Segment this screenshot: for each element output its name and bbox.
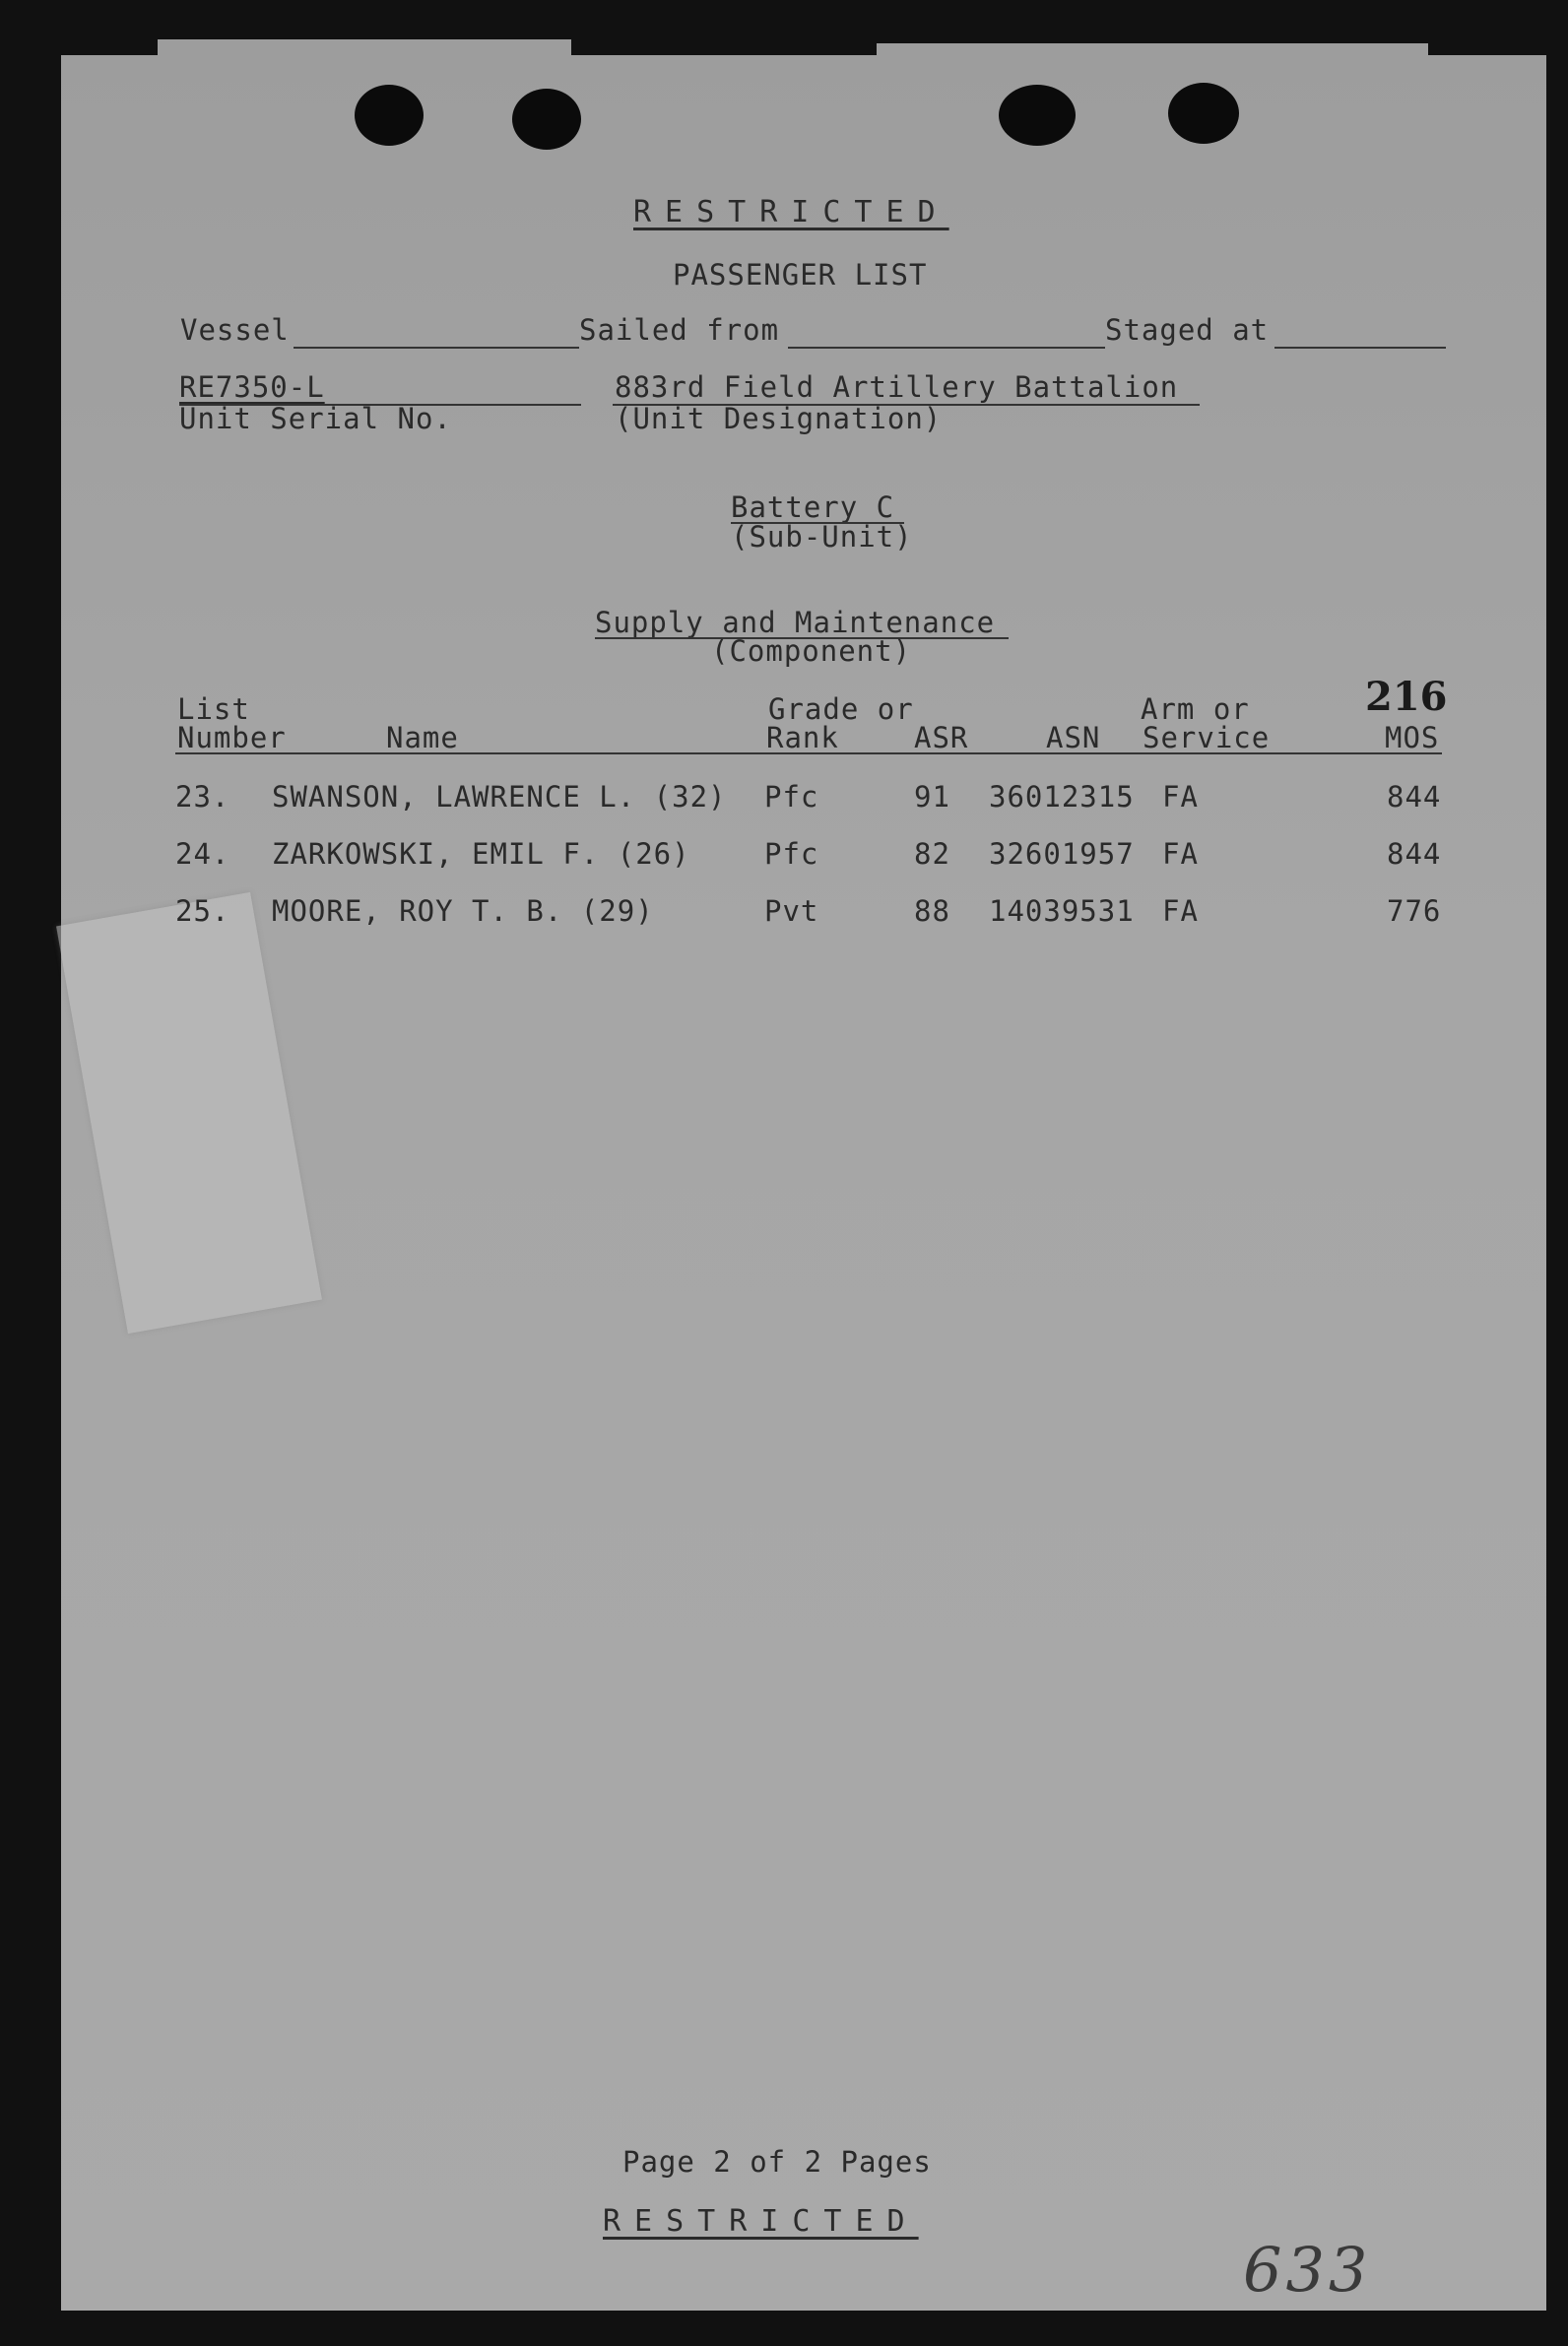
row-arm: FA	[1162, 780, 1199, 814]
header-asr: ASR	[914, 721, 969, 754]
header-list: List	[177, 692, 250, 726]
table-row	[0, 894, 1568, 934]
stamp-number: 216	[1365, 674, 1448, 720]
row-mos: 844	[1387, 837, 1442, 871]
punch-hole	[1168, 83, 1239, 144]
header-service: Service	[1143, 721, 1271, 754]
sub-unit-label: (Sub-Unit)	[731, 520, 913, 554]
paper-tab-left	[158, 39, 571, 59]
unit-serial-value: RE7350-L	[179, 370, 325, 404]
punch-hole	[355, 85, 424, 146]
header-rule	[175, 752, 1442, 754]
unit-designation-value: 883rd Field Artillery Battalion	[615, 370, 1179, 404]
row-number: 24.	[175, 837, 230, 871]
paper-tab-middle	[877, 43, 1428, 59]
table-row	[0, 780, 1568, 819]
row-number: 25.	[175, 894, 230, 928]
vessel-label: Vessel	[180, 313, 290, 347]
component-value: Supply and Maintenance	[595, 606, 996, 639]
row-mos: 776	[1387, 894, 1442, 928]
page-indicator: Page 2 of 2 Pages	[622, 2145, 932, 2179]
row-asn: 32601957	[989, 837, 1135, 871]
punch-hole	[999, 85, 1076, 146]
row-mos: 844	[1387, 780, 1442, 814]
header-asn: ASN	[1046, 721, 1101, 754]
punch-hole	[512, 89, 581, 150]
staged-blank	[1274, 347, 1446, 349]
row-arm: FA	[1162, 894, 1199, 928]
restricted-heading: RESTRICTED	[633, 195, 949, 229]
sub-unit-value: Battery C	[731, 490, 895, 524]
header-mos: MOS	[1385, 721, 1440, 754]
sailed-label: Sailed from	[579, 313, 780, 347]
page-title: PASSENGER LIST	[673, 258, 928, 292]
staged-label: Staged at	[1105, 313, 1270, 347]
row-rank: Pfc	[764, 780, 819, 814]
row-name: ZARKOWSKI, EMIL F. (26)	[272, 837, 690, 871]
header-rank: Rank	[766, 721, 839, 754]
row-asr: 91	[914, 780, 950, 814]
row-asr: 82	[914, 837, 950, 871]
row-rank: Pvt	[764, 894, 819, 928]
row-asn: 36012315	[989, 780, 1135, 814]
row-rank: Pfc	[764, 837, 819, 871]
table-row	[0, 837, 1568, 877]
component-label: (Component)	[711, 634, 912, 668]
row-number: 23.	[175, 780, 230, 814]
unit-serial-label: Unit Serial No.	[179, 402, 452, 435]
handwritten-number: 633	[1243, 2234, 1372, 2306]
header-grade: Grade or	[768, 692, 914, 726]
header-arm: Arm or	[1141, 692, 1250, 726]
restricted-footer: RESTRICTED	[603, 2204, 919, 2239]
unit-designation-label: (Unit Designation)	[615, 402, 943, 435]
sailed-blank	[788, 347, 1105, 349]
row-arm: FA	[1162, 837, 1199, 871]
row-name: MOORE, ROY T. B. (29)	[272, 894, 654, 928]
vessel-blank	[294, 347, 579, 349]
header-number: Number	[177, 721, 287, 754]
row-name: SWANSON, LAWRENCE L. (32)	[272, 780, 727, 814]
row-asr: 88	[914, 894, 950, 928]
header-name: Name	[386, 721, 459, 754]
row-asn: 14039531	[989, 894, 1135, 928]
